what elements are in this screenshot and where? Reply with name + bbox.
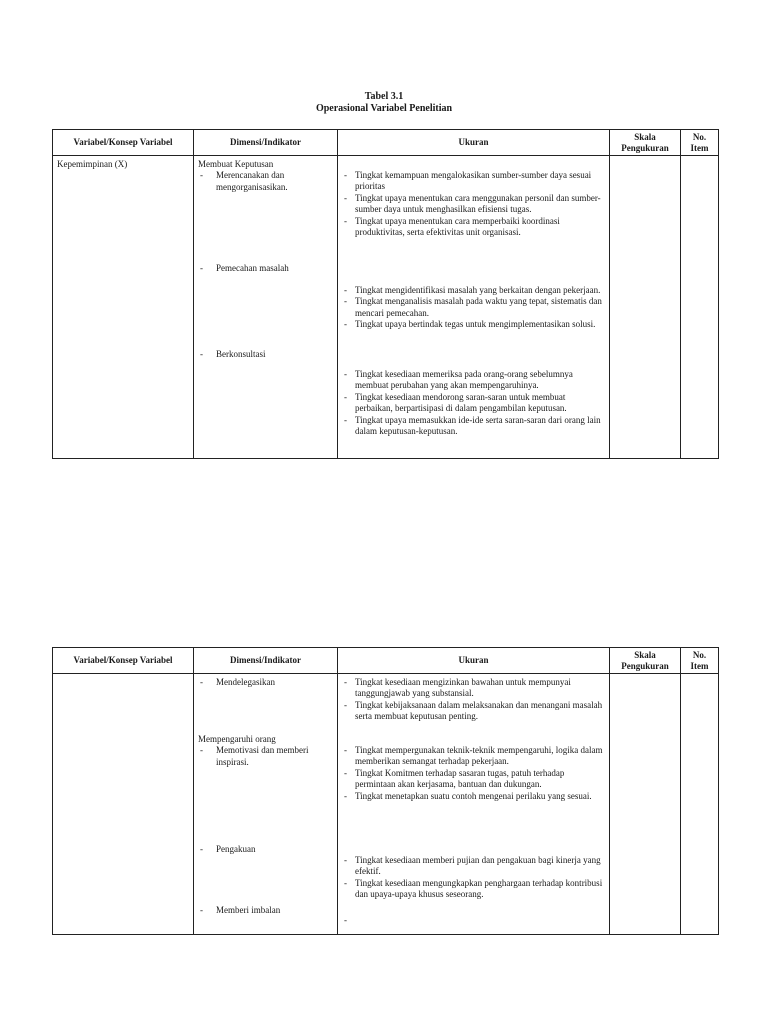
header-ukuran: Ukuran — [338, 648, 610, 674]
header-variabel: Variabel/Konsep Variabel — [53, 130, 194, 156]
indicator-item: - Memotivasi dan memberi inspirasi. — [200, 745, 309, 767]
measure-group — [342, 855, 605, 915]
measure-group — [342, 369, 605, 437]
table-subtitle: Operasional Variabel Penelitian — [315, 103, 453, 114]
variable-table-page1 — [52, 129, 719, 459]
table-header-row — [53, 648, 719, 674]
indicator-item: - Memberi imbalan — [200, 905, 281, 916]
dimensi-cell — [194, 156, 338, 459]
header-no-item: No. Item — [681, 130, 719, 156]
indicator-item: - Berkonsultasi — [200, 349, 266, 360]
indicator-item: - Pemecahan masalah — [200, 263, 289, 274]
table-row — [53, 156, 719, 459]
variabel-label: Kepemimpinan (X) — [57, 159, 128, 169]
list-item: - Tingkat upaya menentukan cara menggunakan personil dan sumber-sumber daya untuk menghasilkan efisiensi tugas. — [344, 192, 601, 215]
indicator-item: - Mendelegasikan — [200, 677, 275, 687]
list-item: - Tingkat kesediaan memeriksa pada orang-orang sebelumnya membuat perubahan yang akan mempengaruhinya. — [344, 369, 573, 391]
header-ukuran: Ukuran — [338, 130, 610, 156]
list-item: - Tingkat mengidentifikasi masalah yang berkaitan dengan pekerjaan. — [344, 285, 601, 295]
list-item: - Tingkat kemampuan mengalokasikan sumber-sumber daya sesuai prioritas — [344, 170, 592, 192]
list-item: - Tingkat kebijaksanaan dalam melaksanakan dan menangani masalah serta membuat keputusan penting. — [344, 699, 603, 722]
header-skala: Skala Pengukuran — [610, 648, 681, 674]
list-item: - Tingkat upaya memasukkan ide-ide serta saran-saran dari orang lain dalam keputusan-keputusan. — [344, 414, 601, 437]
list-item: - Tingkat kesediaan mengungkapkan penghargaan terhadap kontribusi dan upaya-upaya khusus seseorang. — [344, 877, 603, 900]
list-item: - Tingkat menganalisis masalah pada waktu yang tepat, sistematis dan mencari pemecahan. — [344, 296, 602, 318]
skala-cell — [610, 674, 681, 935]
list-item: - Tingkat kesediaan mendorong saran-saran untuk membuat perbaikan, berpartisipasi di dalam pengambilan keputusan. — [344, 391, 567, 414]
header-no-item: No. Item — [681, 648, 719, 674]
header-skala: Skala Pengukuran — [610, 130, 681, 156]
list-item: - Tingkat menetapkan suatu contoh mengenai perilaku yang sesuai. — [344, 790, 592, 801]
dimension-heading: Membuat Keputusan — [198, 159, 274, 169]
skala-cell — [610, 156, 681, 459]
variable-table-page2 — [52, 647, 719, 935]
header-dimensi: Dimensi/Indikator — [194, 648, 338, 674]
dimension-heading: Mempengaruhi orang — [198, 734, 276, 744]
ukuran-cell — [338, 674, 610, 935]
variabel-cell — [53, 156, 194, 459]
list-item: - Tingkat kesediaan mengizinkan bawahan untuk mempunyai tanggungjawab yang substansial. — [344, 677, 571, 699]
list-item: - Tingkat Komitmen terhadap sasaran tugas, patuh terhadap permintaan akan kerjasama, bantuan dan dukungan. — [344, 767, 565, 790]
ukuran-cell — [338, 156, 610, 459]
measure-group — [342, 745, 605, 855]
measure-group — [342, 285, 605, 369]
measure-group — [342, 677, 605, 745]
list-item: - — [344, 915, 347, 925]
list-item: - Tingkat upaya bertindak tegas untuk mengimplementasikan solusi. — [344, 319, 596, 330]
table-header-row — [53, 130, 719, 156]
header-dimensi: Dimensi/Indikator — [194, 130, 338, 156]
measure-group — [342, 170, 605, 285]
list-item: - Tingkat upaya menentukan cara memperbaiki koordinasi produktivitas, serta efektivitas unit organisasi. — [344, 215, 560, 238]
indicator-item: - Pengakuan — [200, 844, 256, 855]
table-row — [53, 674, 719, 935]
list-item: - Tingkat kesediaan memberi pujian dan pengakuan bagi kinerja yang efektif. — [344, 855, 601, 877]
indicator-item: - Merencanakan dan mengorganisasikan. — [200, 170, 288, 192]
table-title: Tabel 3.1 — [364, 91, 404, 102]
dimensi-cell — [194, 674, 338, 935]
no-item-cell — [681, 674, 719, 935]
no-item-cell — [681, 156, 719, 459]
variabel-cell — [53, 674, 194, 935]
list-item: - Tingkat mempergunakan teknik-teknik mempengaruhi, logika dalam memberikan semangat terhadap pekerjaan. — [344, 745, 603, 767]
measure-group — [342, 915, 605, 926]
header-variabel: Variabel/Konsep Variabel — [53, 648, 194, 674]
